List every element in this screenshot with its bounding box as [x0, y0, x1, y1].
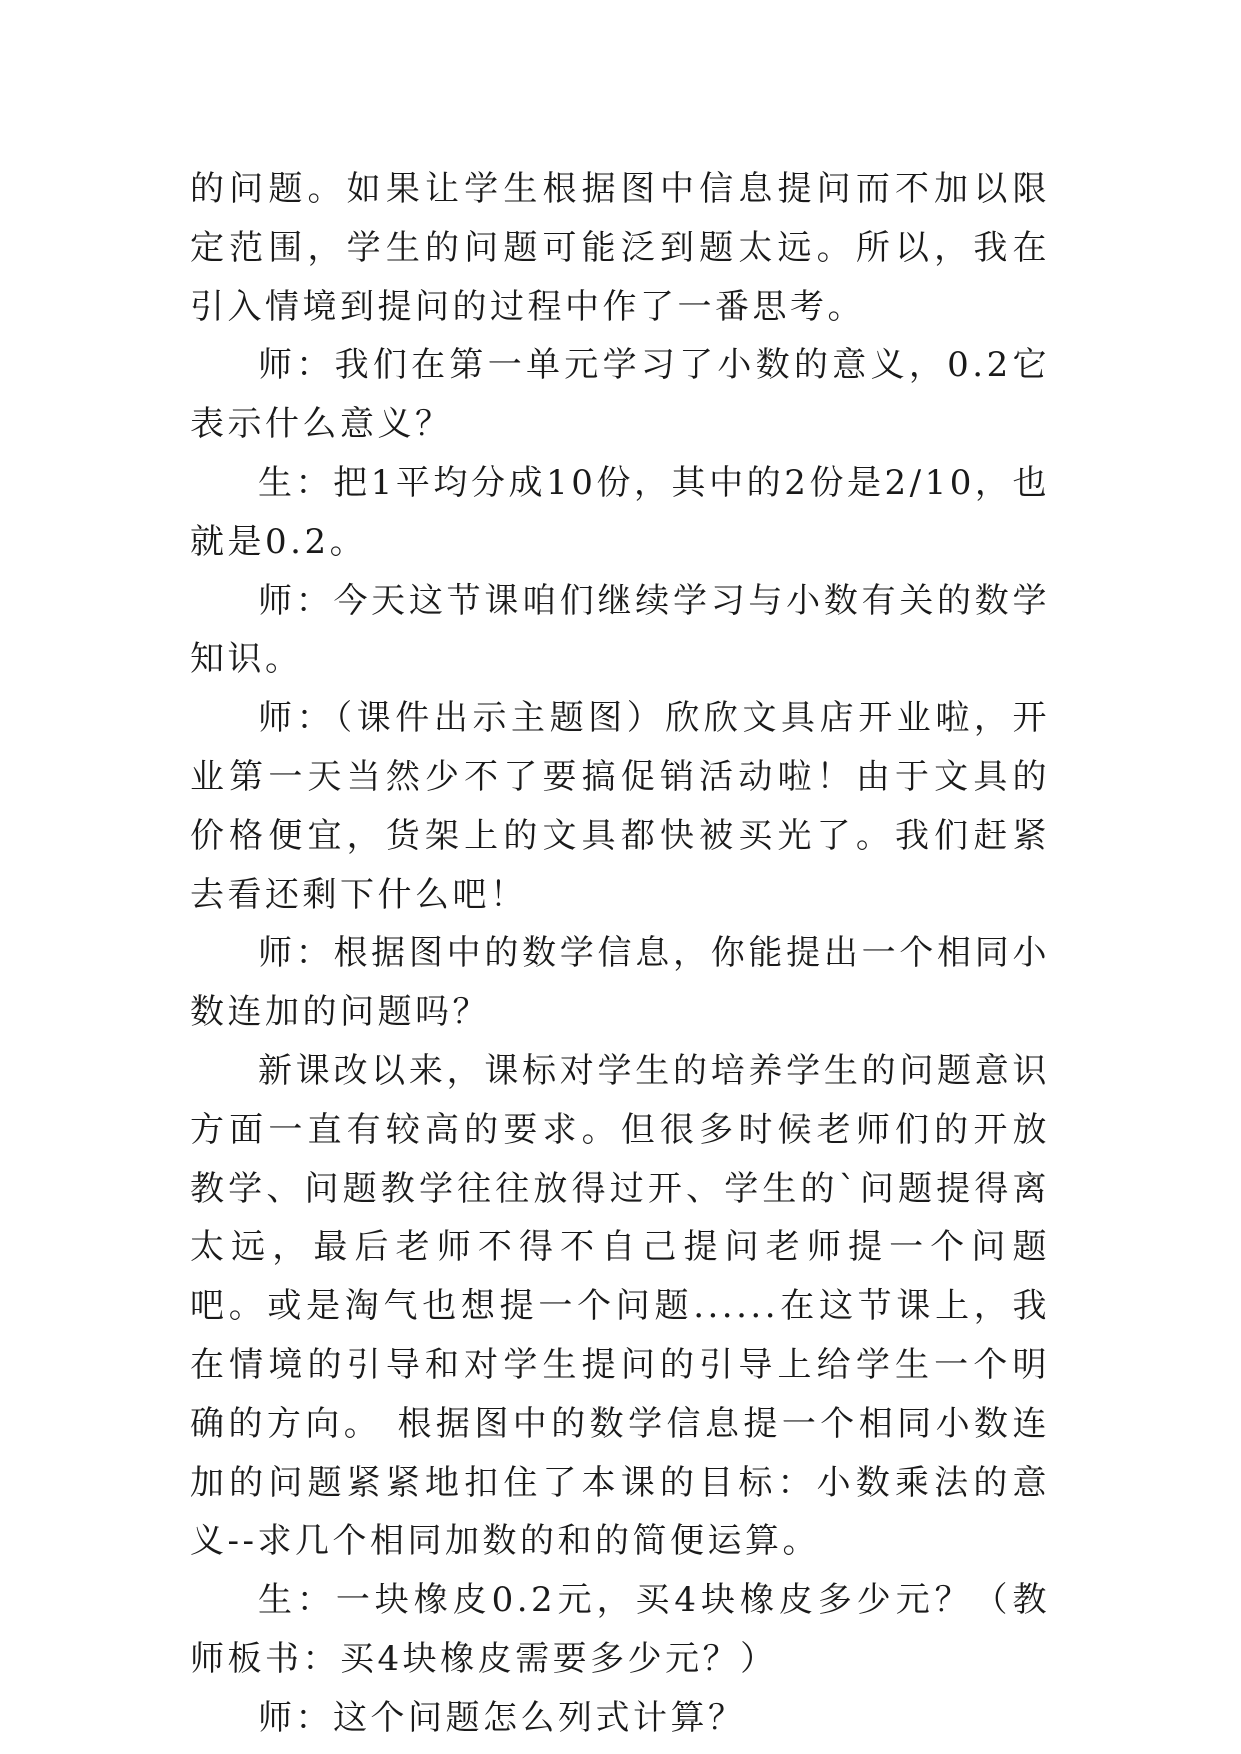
paragraph-teacher-question-meaning: 师：我们在第一单元学习了小数的意义，0.2它表示什么意义？	[190, 345, 1050, 445]
paragraph-teacher-courseware: 师：（课件出示主题图）欣欣文具店开业啦，开业第一天当然少不了要搞促销活动啦！由于文具的价格便宜，货架上的文具都快被买光了。我们赶紧去看还剩下什么吧！	[190, 698, 1050, 915]
paragraph-teacher-formula: 师：这个问题怎么列式计算？	[258, 1697, 746, 1738]
paragraph-teacher-ask-problem: 师：根据图中的数学信息，你能提出一个相同小数连加的问题吗？	[190, 933, 1050, 1033]
paragraph-intro: 的问题。如果让学生根据图中信息提问而不加以限定范围，学生的问题可能泛到题太远。所以，我在引入情境到提问的过程中作了一番思考。	[190, 169, 1050, 327]
paragraph-student-answer-meaning: 生：把1平均分成10份，其中的2份是2/10，也就是0.2。	[190, 462, 1050, 562]
paragraph-student-eraser-question: 生：一块橡皮0.2元，买4块橡皮多少元？（教师板书：买4块橡皮需要多少元？）	[190, 1580, 1050, 1679]
paragraph-teacher-today: 师：今天这节课咱们继续学习与小数有关的数学知识。	[190, 580, 1050, 680]
paragraph-reflection: 新课改以来，课标对学生的培养学生的问题意识方面一直有较高的要求。但很多时候老师们的开放教学、问题教学往往放得过开、学生的`问题提得离太远，最后老师不得不自己提问老师提一个问题吧。或是淘气也想提一个问题......在这节课上，我在情境的引导和对学生提问的引导上给学生一个明确的方向。 根据图中的数学信息提一个相同小数连加的问题紧紧地扣住了本课的目标：小数乘法的意义--求几个相同加数的和的简便运算。	[190, 1050, 1050, 1562]
document-page	[190, 160, 1050, 1748]
